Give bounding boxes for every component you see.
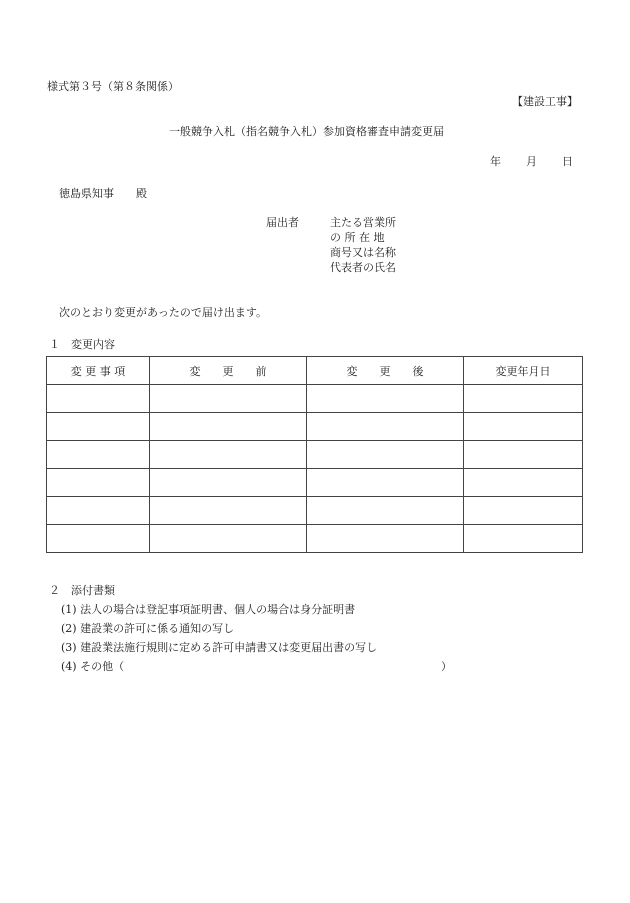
table-cell[interactable] [307, 497, 464, 525]
table-cell[interactable] [47, 525, 150, 553]
applicant-field-name: 商号又は名称 [330, 246, 396, 259]
applicant-label: 届出者 [266, 216, 299, 229]
attachment-item: (2) 建設業の許可に係る通知の写し [61, 622, 235, 635]
form-number: 様式第３号（第８条関係） [47, 80, 179, 93]
table-cell[interactable] [150, 497, 307, 525]
table-cell[interactable] [47, 469, 150, 497]
col-header-before: 変 更 前 [150, 357, 307, 385]
table-cell[interactable] [307, 441, 464, 469]
date-year: 年 [490, 155, 501, 168]
table-row [47, 497, 583, 525]
attachment-item: (1) 法人の場合は登記事項証明書、個人の場合は身分証明書 [61, 603, 356, 616]
table-cell[interactable] [307, 525, 464, 553]
table-row [47, 525, 583, 553]
section1-heading: １ 変更内容 [49, 338, 115, 351]
table-cell[interactable] [307, 413, 464, 441]
attachment-item-other: (4) その他（ [61, 660, 125, 673]
table-cell[interactable] [150, 525, 307, 553]
table-cell[interactable] [150, 469, 307, 497]
table-cell[interactable] [464, 525, 583, 553]
table-row [47, 441, 583, 469]
intro-text: 次のとおり変更があったので届け出ます。 [59, 306, 268, 319]
applicant-field-office: 主たる営業所 [330, 216, 396, 229]
col-header-after: 変 更 後 [307, 357, 464, 385]
table-cell[interactable] [464, 469, 583, 497]
table-cell[interactable] [150, 441, 307, 469]
attachment-item: (3) 建設業法施行規則に定める許可申請書又は変更届出書の写し [61, 641, 378, 654]
table-cell[interactable] [307, 469, 464, 497]
addressee: 徳島県知事 殿 [59, 187, 147, 200]
table-cell[interactable] [464, 385, 583, 413]
date-month: 月 [526, 155, 537, 168]
table-cell[interactable] [464, 413, 583, 441]
table-row [47, 385, 583, 413]
table-cell[interactable] [47, 497, 150, 525]
table-cell[interactable] [150, 385, 307, 413]
table-row [47, 413, 583, 441]
page-title: 一般競争入札（指名競争入札）参加資格審査申請変更届 [169, 125, 444, 138]
table-cell[interactable] [464, 441, 583, 469]
table-row [47, 469, 583, 497]
table-cell[interactable] [150, 413, 307, 441]
table-cell[interactable] [47, 413, 150, 441]
table-cell[interactable] [307, 385, 464, 413]
col-header-item: 変 更 事 項 [47, 357, 150, 385]
table-header-row [47, 357, 583, 385]
table-cell[interactable] [464, 497, 583, 525]
date-day: 日 [562, 155, 573, 168]
col-header-date: 変更年月日 [464, 357, 583, 385]
attachment-other-close: ） [441, 660, 452, 673]
changes-table [46, 356, 583, 553]
table-cell[interactable] [47, 385, 150, 413]
applicant-field-address: の 所 在 地 [330, 231, 385, 244]
section2-heading: ２ 添付書類 [49, 584, 115, 597]
category-tag: 【建設工事】 [512, 95, 578, 108]
table-cell[interactable] [47, 441, 150, 469]
applicant-field-representative: 代表者の氏名 [330, 261, 396, 274]
